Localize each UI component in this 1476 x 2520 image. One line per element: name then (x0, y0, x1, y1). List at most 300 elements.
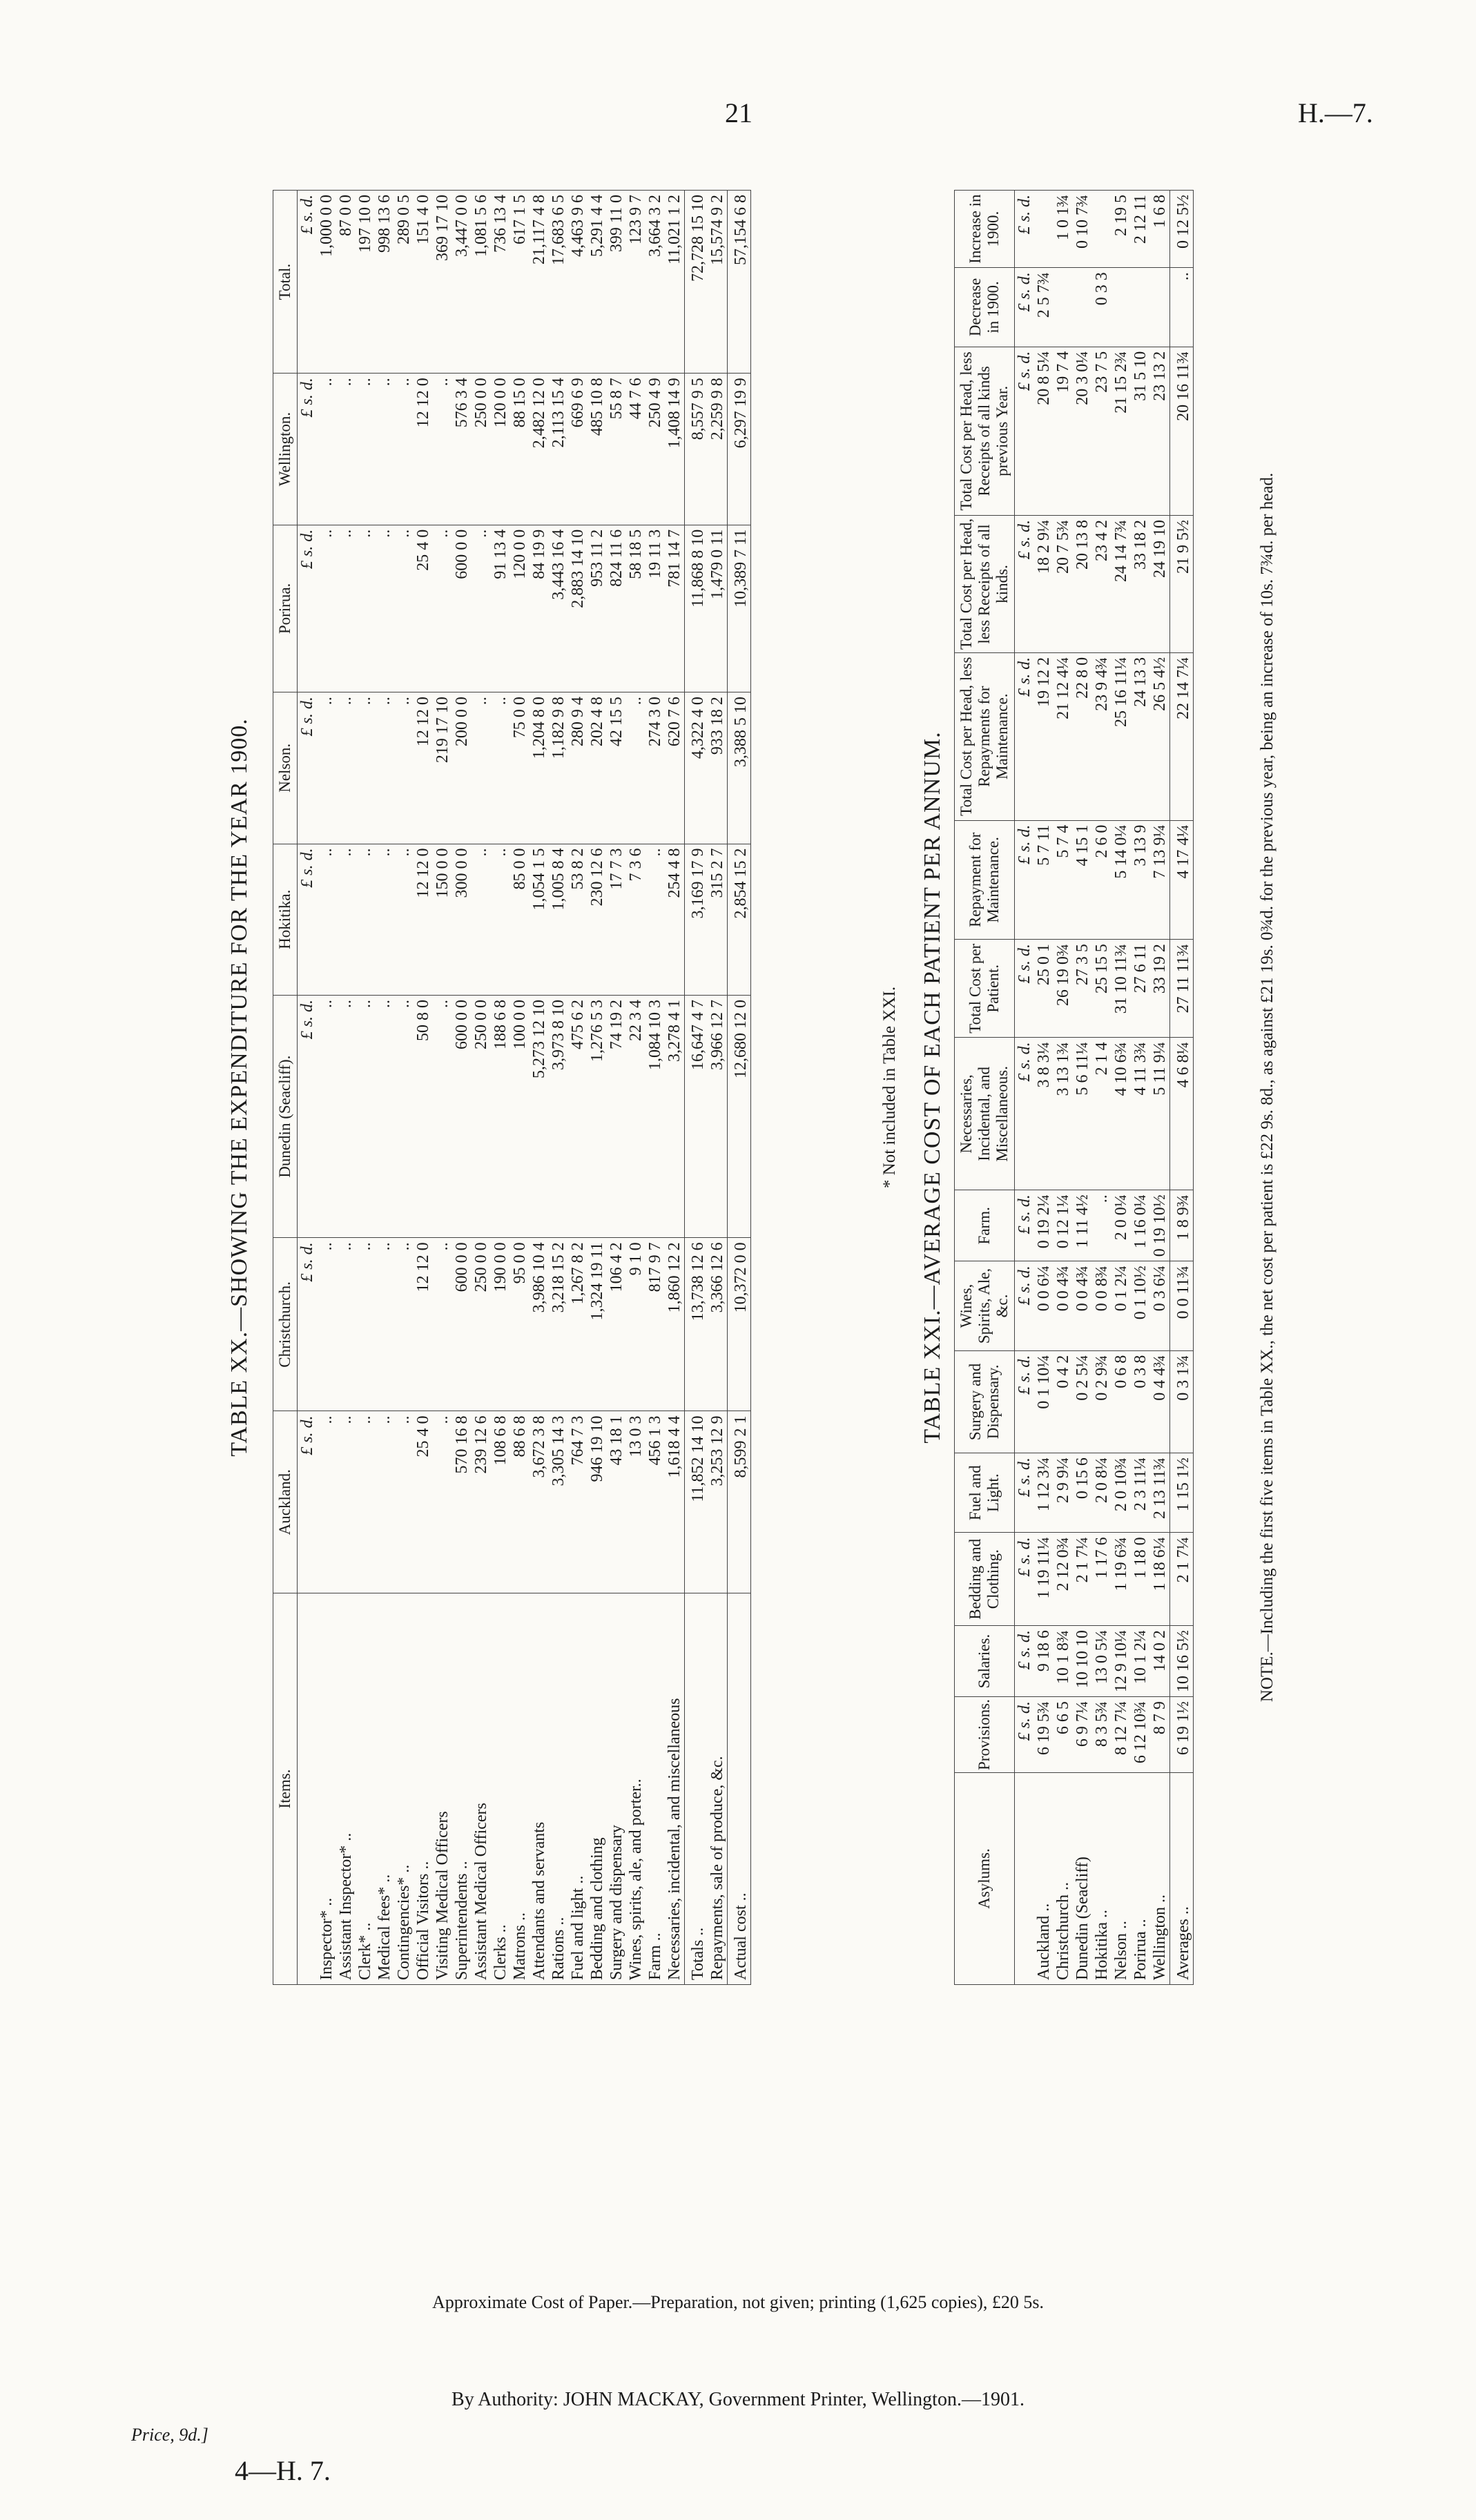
row-value: 23 13 2 (1150, 347, 1170, 515)
row-value: 5,291 4 4 (588, 191, 607, 374)
row-value: 933 18 2 (708, 692, 728, 844)
row-label: Official Visitors .. (414, 1861, 432, 1980)
row-value: .. (336, 374, 356, 525)
table21-col-header: Total Cost per Head, less Repayments for Maintenance. (955, 652, 1015, 820)
row-value: 0 3 3 (1092, 268, 1111, 347)
unit-label: £ s. d. (1015, 1626, 1035, 1697)
row-label: Actual cost .. (728, 1593, 751, 1985)
row-value: 85 0 0 (510, 844, 530, 995)
row-value: 25 4 0 (414, 1411, 433, 1593)
row-value: 3,218 15 2 (549, 1238, 568, 1411)
row-value: 219 17 10 (433, 692, 452, 844)
table21-col-header: Fuel and Light. (955, 1453, 1015, 1533)
row-value: 72,728 15 10 (685, 191, 708, 374)
row-value: 7 3 6 (626, 844, 645, 995)
page-number: 21 (725, 97, 752, 128)
row-value: .. (375, 374, 394, 525)
row-value: 151 4 0 (414, 191, 433, 374)
table-row (414, 191, 433, 1985)
row-value: 280 9 4 (568, 692, 588, 844)
table20-footnote: * Not included in Table XXI. (880, 986, 899, 1189)
row-value: 3 13 1¾ (1053, 1038, 1073, 1190)
row-value: 2 19 5 (1111, 191, 1131, 268)
row-value: .. (491, 692, 510, 844)
row-label: Auckland .. (1035, 1903, 1053, 1980)
table21-body (1015, 191, 1194, 1985)
row-value: 1,005 8 4 (549, 844, 568, 995)
row-value: 1 0 1¾ (1053, 191, 1073, 268)
row-value: 0 2 9¾ (1092, 1350, 1111, 1453)
row-value: 21 9 5½ (1170, 516, 1194, 653)
unit-label: £ s. d. (1015, 1697, 1035, 1773)
row-value: 250 0 0 (472, 1238, 491, 1411)
col-auckland: Auckland. (273, 1411, 298, 1593)
row-value (1111, 268, 1131, 347)
table-row (645, 191, 665, 1985)
row-label: Matrons .. (511, 1912, 529, 1980)
row-value: 2 12 11 (1131, 191, 1150, 268)
row-value: 0 3 6¼ (1150, 1261, 1170, 1350)
row-value: 200 0 0 (452, 692, 472, 844)
table21-unit-row (1015, 191, 1035, 1985)
row-value: 21 15 2¾ (1111, 347, 1131, 515)
row-value: .. (356, 996, 375, 1238)
table-row (549, 191, 568, 1985)
table21-col-header: Decrease in 1900. (955, 268, 1015, 347)
row-label: Porirua .. (1132, 1919, 1149, 1980)
row-label: Assistant Medical Officers (472, 1803, 490, 1980)
row-value: 4 10 6¾ (1111, 1038, 1131, 1190)
row-value: .. (336, 692, 356, 844)
row-label: Surgery and dispensary (608, 1825, 625, 1980)
row-value: .. (375, 525, 394, 692)
row-value: 20 16 11¾ (1170, 347, 1194, 515)
row-value: 1 12 3¼ (1034, 1453, 1053, 1533)
row-value: 2 0 0¼ (1111, 1190, 1131, 1261)
row-value: 9 1 0 (626, 1238, 645, 1411)
unit-label: £ s. d. (298, 1238, 318, 1411)
row-value: 13,738 12 6 (685, 1238, 708, 1411)
row-label: Farm .. (646, 1932, 664, 1980)
row-value: 88 6 8 (510, 1411, 530, 1593)
row-label: Medical fees* .. (376, 1874, 394, 1980)
row-value: 197 10 0 (356, 191, 375, 374)
table21-col-header: Repayment for Maintenance. (955, 820, 1015, 940)
row-label: Totals .. (685, 1593, 708, 1985)
row-value: 3,305 14 3 (549, 1411, 568, 1593)
row-value: 456 1 3 (645, 1411, 665, 1593)
row-value: 250 0 0 (472, 996, 491, 1238)
row-value: 88 15 0 (510, 374, 530, 525)
row-label: Clerk* .. (356, 1922, 374, 1980)
row-value: 3,278 4 1 (665, 996, 685, 1238)
row-value: 274 3 0 (645, 692, 665, 844)
row-value: 0 1 2¼ (1111, 1261, 1131, 1350)
unit-label: £ s. d. (1015, 1038, 1035, 1190)
row-label: Assistant Inspector* .. (337, 1832, 355, 1980)
row-value: 4 17 4¼ (1170, 820, 1194, 940)
col-nelson: Nelson. (273, 692, 298, 844)
row-value: .. (394, 844, 414, 995)
table-row (1053, 191, 1073, 1985)
row-value: 1 18 0 (1131, 1533, 1150, 1626)
unit-label: £ s. d. (1015, 516, 1035, 653)
row-value: 21,117 4 8 (530, 191, 549, 374)
row-value: 0 0 4¾ (1053, 1261, 1073, 1350)
row-value: 6 12 10¾ (1131, 1697, 1150, 1773)
row-value: 108 6 8 (491, 1411, 510, 1593)
row-value: 57,154 6 8 (728, 191, 751, 374)
unit-spacer (298, 1593, 318, 1985)
table21-col-header: Farm. (955, 1190, 1015, 1261)
row-value: 254 4 8 (665, 844, 685, 995)
row-value: 3 13 9 (1131, 820, 1150, 940)
row-value: 1,267 8 2 (568, 1238, 588, 1411)
row-label: Hokitika .. (1093, 1910, 1111, 1980)
row-value: .. (626, 692, 645, 844)
row-value: 1 15 1½ (1170, 1453, 1194, 1533)
row-value: 300 0 0 (452, 844, 472, 995)
row-value: 8 7 9 (1150, 1697, 1170, 1773)
row-value: 3,388 5 10 (728, 692, 751, 844)
row-value: 22 8 0 (1073, 652, 1092, 820)
row-value: .. (317, 525, 336, 692)
row-value: 1,000 0 0 (317, 191, 336, 374)
row-value: 5 7 11 (1034, 820, 1053, 940)
row-value: 25 4 0 (414, 525, 433, 692)
row-value: 3,447 0 0 (452, 191, 472, 374)
row-value: 100 0 0 (510, 996, 530, 1238)
row-value: 8,599 2 1 (728, 1411, 751, 1593)
row-value: 0 19 2¼ (1034, 1190, 1053, 1261)
row-value: 0 12 5½ (1170, 191, 1194, 268)
row-value: 1 19 11¼ (1034, 1533, 1053, 1626)
row-value: 91 13 4 (491, 525, 510, 692)
row-value: 19 7 4 (1053, 347, 1073, 515)
row-value: 6 19 1½ (1170, 1697, 1194, 1773)
table-row (1150, 191, 1170, 1985)
row-value: 475 6 2 (568, 996, 588, 1238)
row-value: 2 1 4 (1092, 1038, 1111, 1190)
row-value: 1 18 6¼ (1150, 1533, 1170, 1626)
row-value: 3,253 12 9 (708, 1411, 728, 1593)
row-value: 1 17 6 (1092, 1533, 1111, 1626)
row-value: .. (433, 1411, 452, 1593)
row-value: 106 4 2 (607, 1238, 626, 1411)
table-row (626, 191, 645, 1985)
row-value: 5 7 4 (1053, 820, 1073, 940)
row-label: Nelson .. (1112, 1921, 1130, 1980)
row-value: 1,081 5 6 (472, 191, 491, 374)
row-label: Bedding and clothing (588, 1837, 606, 1980)
row-value: .. (317, 996, 336, 1238)
table-row (510, 191, 530, 1985)
table21-averages-row (1170, 191, 1194, 1985)
row-value: 4 11 3¾ (1131, 1038, 1150, 1190)
row-value: 2,259 9 8 (708, 374, 728, 525)
row-label: Rations .. (550, 1917, 567, 1980)
row-value: .. (394, 374, 414, 525)
row-value: 576 3 4 (452, 374, 472, 525)
row-label: Christchurch .. (1054, 1882, 1072, 1980)
row-value: 31 5 10 (1131, 347, 1150, 515)
row-value: 53 8 2 (568, 844, 588, 995)
row-value: 123 9 7 (626, 191, 645, 374)
table21-col-header: Salaries. (955, 1626, 1015, 1697)
row-value: 12,680 12 0 (728, 996, 751, 1238)
row-value: .. (336, 996, 356, 1238)
row-value: 6,297 19 9 (728, 374, 751, 525)
row-value: 764 7 3 (568, 1411, 588, 1593)
row-value: 2,854 15 2 (728, 844, 751, 995)
row-value: 0 6 8 (1111, 1350, 1131, 1453)
row-value: .. (394, 525, 414, 692)
row-value: 824 11 6 (607, 525, 626, 692)
footer-code: 4—H. 7. (235, 2455, 331, 2486)
row-value (1034, 191, 1053, 268)
row-value: 33 19 2 (1150, 940, 1170, 1038)
row-value: 2 1 7¼ (1170, 1533, 1194, 1626)
row-value: 8 12 7¼ (1111, 1697, 1131, 1773)
row-value: .. (356, 374, 375, 525)
row-value: 1,276 5 3 (588, 996, 607, 1238)
row-value: 4 6 8¼ (1170, 1038, 1194, 1190)
row-value: .. (472, 692, 491, 844)
row-value: 669 6 9 (568, 374, 588, 525)
row-value: 23 9 4¾ (1092, 652, 1111, 820)
paper-cost-note: Approximate Cost of Paper.—Preparation, not given; printing (1,625 copies), £20 5s. (431, 2292, 1045, 2312)
col-dunedin: Dunedin (Seacliff). (273, 996, 298, 1238)
table-row (568, 191, 588, 1985)
table21-note: NOTE.—Including the first five items in Table XX., the net cost per patient is £22 9s. 8d., as against £21 19s. 0¾d. for the previous year, being an increase of 10s. 7¾d. per head. (1258, 472, 1276, 1703)
row-value: 1 11 4½ (1073, 1190, 1092, 1261)
row-value: 12 12 0 (414, 1238, 433, 1411)
row-value: 11,852 14 10 (685, 1411, 708, 1593)
row-value: .. (375, 996, 394, 1238)
table21-col-header: Wines, Spirits, Ale, &c. (955, 1261, 1015, 1350)
row-value: 0 0 11¾ (1170, 1261, 1194, 1350)
table20-unit-row (298, 191, 318, 1985)
row-value: 600 0 0 (452, 525, 472, 692)
row-value: 2 6 0 (1092, 820, 1111, 940)
table21-col-header: Provisions. (955, 1697, 1015, 1773)
row-value: 22 14 7¼ (1170, 652, 1194, 820)
row-value: 3,672 3 8 (530, 1411, 549, 1593)
row-value: 84 19 9 (530, 525, 549, 692)
row-value: 150 0 0 (433, 844, 452, 995)
row-value: .. (336, 525, 356, 692)
row-value: 95 0 0 (510, 1238, 530, 1411)
unit-label: £ s. d. (298, 996, 318, 1238)
row-value: 27 11 11¾ (1170, 940, 1194, 1038)
row-value: 43 18 1 (607, 1411, 626, 1593)
row-value: 485 10 8 (588, 374, 607, 525)
row-label: Attendants and servants (530, 1821, 548, 1980)
row-value: 600 0 0 (452, 1238, 472, 1411)
row-value: 0 1 10½ (1131, 1261, 1150, 1350)
col-christchurch: Christchurch. (273, 1238, 298, 1411)
row-label: Superintendents .. (453, 1861, 471, 1980)
row-value: .. (472, 844, 491, 995)
row-value: .. (433, 996, 452, 1238)
row-value: 1 8 9¾ (1170, 1190, 1194, 1261)
unit-label: £ s. d. (298, 525, 318, 692)
row-value: 4,463 9 6 (568, 191, 588, 374)
row-label: Averages .. (1170, 1773, 1194, 1985)
row-value: 23 4 2 (1092, 516, 1111, 653)
table21-col-header: Increase in 1900. (955, 191, 1015, 268)
col-porirua: Porirua. (273, 525, 298, 692)
table21-col-header: Total Cost per Patient. (955, 940, 1015, 1038)
row-value (1073, 268, 1092, 347)
row-label: Visiting Medical Officers (434, 1811, 451, 1980)
row-value: 55 8 7 (607, 374, 626, 525)
table-row (1092, 191, 1111, 1985)
row-value: 2 1 7¼ (1073, 1533, 1092, 1626)
row-value: 11,021 1 2 (665, 191, 685, 374)
row-label: Dunedin (Seacliff) (1074, 1857, 1091, 1980)
row-value: 817 9 7 (645, 1238, 665, 1411)
row-value: 18 2 9¼ (1034, 516, 1053, 653)
table21-average-cost (954, 190, 1194, 1985)
row-value: 24 13 3 (1131, 652, 1150, 820)
row-value: .. (433, 525, 452, 692)
row-value: 7 13 9¼ (1150, 820, 1170, 940)
row-value: 1,084 10 3 (645, 996, 665, 1238)
unit-label: £ s. d. (1015, 1350, 1035, 1453)
unit-label: £ s. d. (1015, 940, 1035, 1038)
row-value: 1,408 14 9 (665, 374, 685, 525)
row-value: 17,683 6 5 (549, 191, 568, 374)
row-value: 2 3 11¼ (1131, 1453, 1150, 1533)
row-value: .. (356, 1238, 375, 1411)
table20-totals-row (685, 191, 708, 1985)
row-value: .. (394, 996, 414, 1238)
table-row (1111, 191, 1131, 1985)
row-value: 250 0 0 (472, 374, 491, 525)
row-value: 2 0 10¾ (1111, 1453, 1131, 1533)
table-row (375, 191, 394, 1985)
table-row (356, 191, 375, 1985)
row-value: 24 19 10 (1150, 516, 1170, 653)
table20-body (298, 191, 751, 1985)
table21-title: TABLE XXI.—AVERAGE COST OF EACH PATIENT PER ANNUM. (920, 731, 945, 1444)
row-value: 0 1 10¼ (1034, 1350, 1053, 1453)
row-value: 74 19 2 (607, 996, 626, 1238)
table-row (607, 191, 626, 1985)
row-value: 0 0 4¾ (1073, 1261, 1092, 1350)
row-value: 6 6 5 (1053, 1697, 1073, 1773)
row-value: 0 2 5¼ (1073, 1350, 1092, 1453)
row-value: 25 16 11¼ (1111, 652, 1131, 820)
row-value: .. (356, 525, 375, 692)
row-value: 21 12 4¼ (1053, 652, 1073, 820)
row-value: 600 0 0 (452, 996, 472, 1238)
row-value: 31 10 11¾ (1111, 940, 1131, 1038)
row-value: 5 6 11¼ (1073, 1038, 1092, 1190)
table21-col-header: Surgery and Dispensary. (955, 1350, 1015, 1453)
row-value: 289 0 5 (394, 191, 414, 374)
unit-label: £ s. d. (298, 191, 318, 374)
row-value: 0 12 1¼ (1053, 1190, 1073, 1261)
row-value: 2,482 12 0 (530, 374, 549, 525)
table-row (472, 191, 491, 1985)
row-value: 202 4 8 (588, 692, 607, 844)
row-value: .. (317, 1411, 336, 1593)
items-header: Items. (273, 1593, 298, 1985)
row-value: 0 19 10½ (1150, 1190, 1170, 1261)
row-value: 1,860 12 2 (665, 1238, 685, 1411)
row-value: 617 1 5 (510, 191, 530, 374)
row-value: 50 8 0 (414, 996, 433, 1238)
row-value: 3,973 8 10 (549, 996, 568, 1238)
row-value: .. (356, 844, 375, 995)
row-value: 44 7 6 (626, 374, 645, 525)
row-value: .. (317, 692, 336, 844)
row-value: .. (1092, 1190, 1111, 1261)
row-value: 570 16 8 (452, 1411, 472, 1593)
row-value: .. (433, 1238, 452, 1411)
row-value: 1,204 8 0 (530, 692, 549, 844)
table21-col-header: Total Cost per Head, less Receipts of all kinds. (955, 516, 1015, 653)
row-value: 1 19 6¾ (1111, 1533, 1131, 1626)
row-value: .. (1170, 268, 1194, 347)
row-value: 1,618 4 4 (665, 1411, 685, 1593)
row-value: 26 19 0¾ (1053, 940, 1073, 1038)
row-value: .. (317, 374, 336, 525)
row-value: 399 11 0 (607, 191, 626, 374)
unit-label: £ s. d. (1015, 1453, 1035, 1533)
row-value: 1 6 8 (1150, 191, 1170, 268)
table-row (336, 191, 356, 1985)
row-value: 10 16 5½ (1170, 1626, 1194, 1697)
row-value: 4,322 4 0 (685, 692, 708, 844)
unit-label: £ s. d. (1015, 1190, 1035, 1261)
row-value: 10 1 2¼ (1131, 1626, 1150, 1697)
row-value: 953 11 2 (588, 525, 607, 692)
row-value: 239 12 6 (472, 1411, 491, 1593)
row-value: 0 3 8 (1131, 1350, 1150, 1453)
table-row (1034, 191, 1053, 1985)
row-label: Wellington .. (1151, 1894, 1169, 1980)
row-value: 13 0 5¼ (1092, 1626, 1111, 1697)
table20-actual-row (728, 191, 751, 1985)
row-value: 12 9 10¼ (1111, 1626, 1131, 1697)
row-value: 1,479 0 11 (708, 525, 728, 692)
row-value: 2 0 8¼ (1092, 1453, 1111, 1533)
row-value: 3,966 12 7 (708, 996, 728, 1238)
row-value: 3,443 16 4 (549, 525, 568, 692)
row-value: 6 19 5¾ (1034, 1697, 1053, 1773)
row-value: 0 4 2 (1053, 1350, 1073, 1453)
row-value: .. (375, 844, 394, 995)
row-value: 315 2 7 (708, 844, 728, 995)
table-row (530, 191, 549, 1985)
row-value: .. (375, 1238, 394, 1411)
row-value: 620 7 6 (665, 692, 685, 844)
row-value: 2,113 15 4 (549, 374, 568, 525)
row-value: 42 15 5 (607, 692, 626, 844)
row-value: 369 17 10 (433, 191, 452, 374)
row-value: 58 18 5 (626, 525, 645, 692)
row-value: 2 9 9¼ (1053, 1453, 1073, 1533)
row-value: 33 18 2 (1131, 516, 1150, 653)
row-value: .. (491, 844, 510, 995)
row-value: 9 18 6 (1034, 1626, 1053, 1697)
col-hokitika: Hokitika. (273, 844, 298, 995)
row-value: 5 11 9¼ (1150, 1038, 1170, 1190)
row-value: 736 13 4 (491, 191, 510, 374)
